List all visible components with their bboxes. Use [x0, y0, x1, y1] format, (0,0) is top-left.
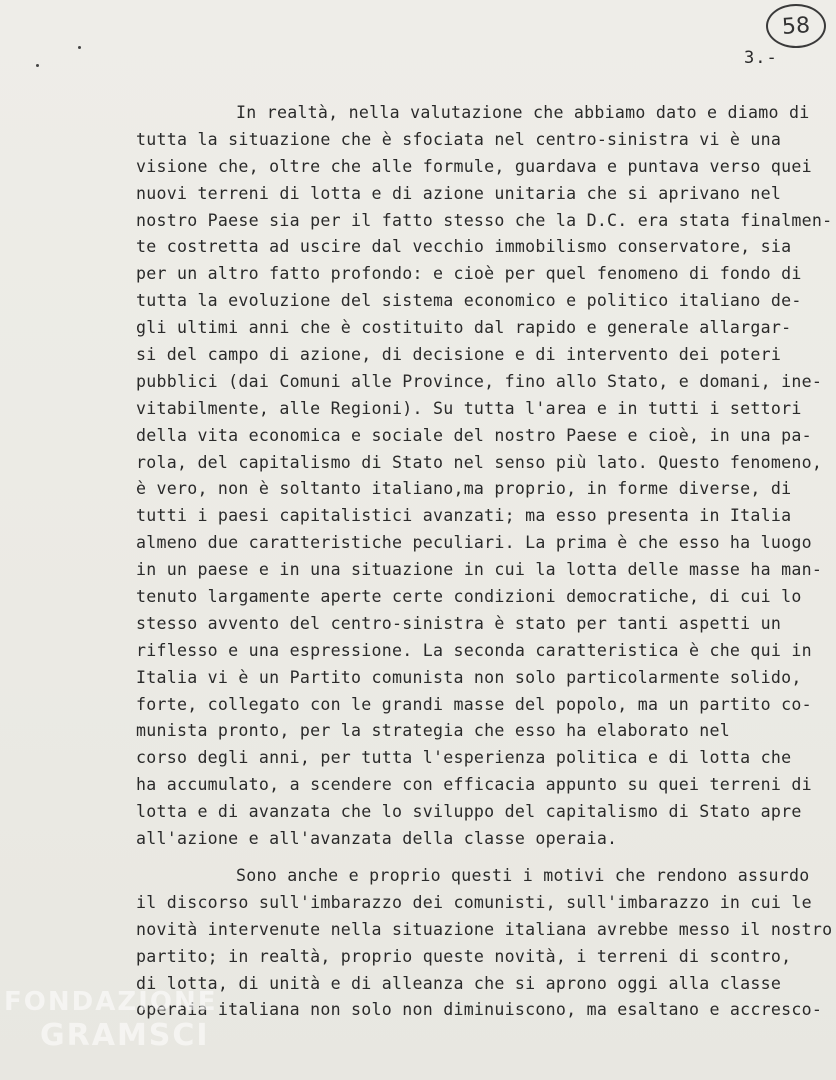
page-number: 3.- — [744, 48, 778, 68]
text-line: forte, collegato con le grandi masse del popolo, ma un partito co- — [136, 694, 812, 714]
text-line: rola, del capitalismo di Stato nel senso più lato. Questo fenomeno, — [136, 452, 823, 472]
text-line: visione che, oltre che alle formule, guardava e puntava verso quei — [136, 156, 812, 176]
text-line: riflesso e una espressione. La seconda caratteristica è che qui in — [136, 640, 812, 660]
text-line: almeno due caratteristiche peculiari. La prima è che esso ha luogo — [136, 533, 812, 553]
text-line: è vero, non è soltanto italiano,ma proprio, in forme diverse, di — [136, 479, 792, 499]
text-line: te costretta ad uscire dal vecchio immobilismo conservatore, sia — [136, 237, 792, 257]
text-line: novità intervenute nella situazione italiana avrebbe messo il nostro — [136, 919, 833, 939]
text-line: tutta la situazione che è sfociata nel centro-sinistra vi è una — [136, 129, 782, 149]
archive-stamp — [766, 4, 826, 48]
text-line: all'azione e all'avanzata della classe operaia. — [136, 829, 618, 849]
text-line: per un altro fatto profondo: e cioè per quel fenomeno di fondo di — [136, 264, 802, 284]
text-line: munista pronto, per la strategia che esso ha elaborato nel — [136, 721, 730, 741]
paragraph-gap — [136, 853, 826, 863]
text-line: nuovi terreni di lotta e di azione unitaria che si aprivano nel — [136, 183, 782, 203]
watermark-line: FONDAZIONE — [4, 987, 218, 1017]
scan-speck — [36, 64, 39, 67]
text-line: il discorso sull'imbarazzo dei comunisti, sull'imbarazzo in cui le — [136, 892, 812, 912]
text-line: si del campo di azione, di decisione e di intervento dei poteri — [136, 345, 782, 365]
text-line: ha accumulato, a scendere con efficacia appunto su quei terreni di — [136, 775, 812, 795]
text-line: In realtà, nella valutazione che abbiamo dato e diamo di — [236, 103, 810, 122]
watermark-logo — [4, 985, 217, 1053]
archive-number: 58 — [781, 12, 811, 40]
text-line: tutta la evoluzione del sistema economico e politico italiano de- — [136, 291, 802, 311]
body-text — [136, 100, 833, 1024]
text-line: in un paese e in una situazione in cui la lotta delle masse ha man- — [136, 560, 823, 580]
text-line: tenuto largamente aperte certe condizioni democratiche, di cui lo — [136, 587, 802, 607]
text-line: Sono anche e proprio questi i motivi che rendono assurdo — [236, 865, 810, 885]
text-line: nostro Paese sia per il fatto stesso che la D.C. era stata finalmen- — [136, 210, 833, 230]
text-line: lotta e di avanzata che lo sviluppo del capitalismo di Stato apre — [136, 802, 802, 822]
text-line: pubblici (dai Comuni alle Province, fino allo Stato, e domani, ine- — [136, 371, 823, 391]
text-line: operaia italiana non solo non diminuiscono, ma esaltano e accresco- — [136, 1000, 823, 1020]
text-line: di lotta, di unità e di alleanza che si aprono oggi alla classe — [136, 973, 782, 993]
text-line: stesso avvento del centro-sinistra è stato per tanti aspetti un — [136, 613, 782, 633]
text-line: partito; in realtà, proprio queste novità, i terreni di scontro, — [136, 946, 792, 966]
text-line: della vita economica e sociale del nostro Paese e cioè, in una pa- — [136, 425, 812, 445]
scan-speck — [78, 46, 81, 49]
text-line: Italia vi è un Partito comunista non solo particolarmente solido, — [136, 667, 802, 687]
text-line: tutti i paesi capitalistici avanzati; ma esso presenta in Italia — [136, 506, 792, 526]
text-line: gli ultimi anni che è costituito dal rapido e generale allargar- — [136, 318, 792, 338]
text-line: vitabilmente, alle Regioni). Su tutta l'area e in tutti i settori — [136, 398, 802, 418]
text-line: corso degli anni, per tutta l'esperienza politica e di lotta che — [136, 748, 792, 768]
watermark-line: GRAMSCI — [40, 1018, 210, 1053]
